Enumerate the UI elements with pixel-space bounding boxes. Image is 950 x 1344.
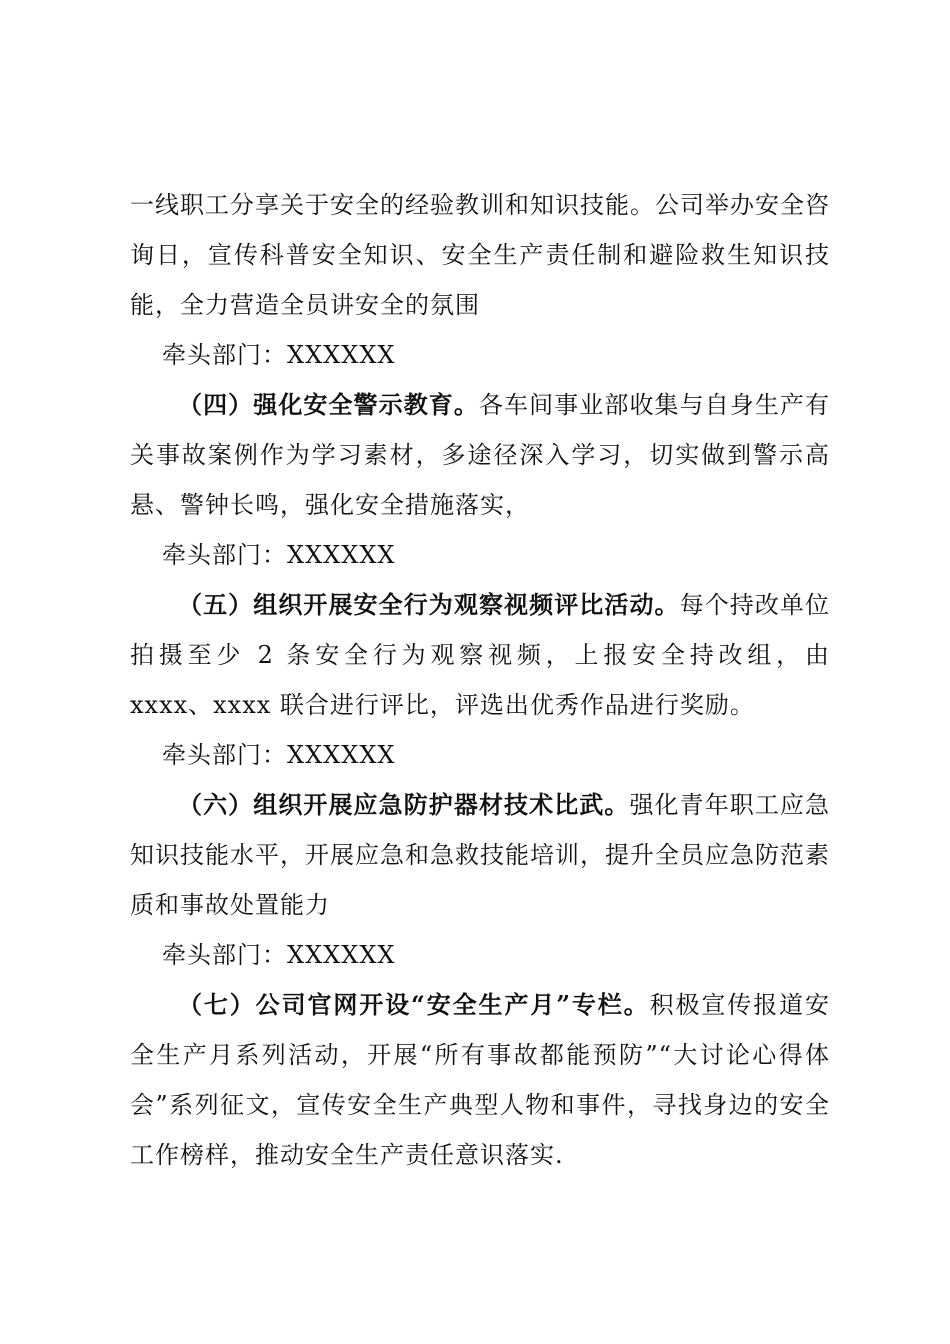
section-six — [130, 780, 830, 930]
section-five — [130, 580, 830, 730]
paragraph-body: 一线职工分享关于安全的经验教训和知识技能。公司举办安全咨询日，宣传科普安全知识、安全生产责任制和避险救生知识技能，全力营造全员讲安全的氛围 — [130, 191, 830, 319]
section-heading: （七）公司官网开设“安全生产月”专栏。 — [178, 990, 650, 1019]
section-heading: （六）组织开展应急防护器材技术比武。 — [178, 790, 630, 819]
lead-department: 牵头部门：XXXXXX — [162, 941, 396, 969]
section-seven — [130, 980, 830, 1180]
section-four — [130, 380, 830, 530]
lead-department: 牵头部门：XXXXXX — [162, 741, 396, 769]
lead-department: 牵头部门：XXXXXX — [162, 541, 396, 569]
paragraph-body: 强化青年职工应急知识技能水平，开展应急和急救技能培训，提升全员应急防范素质和事故处置能力 — [130, 791, 831, 919]
paragraph-continued — [130, 180, 830, 330]
paragraph-body: 各车间事业部收集与自身生产有关事故案例作为学习素材，多途径深入学习，切实做到警示高悬、警钟长鸣，强化安全措施落实， — [130, 391, 831, 519]
lead-department: 牵头部门：XXXXXX — [162, 341, 396, 369]
document-page — [130, 180, 830, 1180]
section-heading: （四）强化安全警示教育。 — [178, 390, 479, 419]
paragraph-body: 积极宣传报道安全生产月系列活动，开展“所有事故都能预防”“大讨论心得体会”系列征文，宣传安全生产典型人物和事件，寻找身边的安全工作榜样，推动安全生产责任意识落实. — [130, 991, 830, 1169]
section-heading: （五）组织开展安全行为观察视频评比活动。 — [178, 590, 680, 619]
paragraph-body: 每个持改单位拍摄至少 2 条安全行为观察视频，上报安全持改组，由 xxxx、xxxx 联合进行评比，评选出优秀作品进行奖励。 — [130, 591, 831, 719]
